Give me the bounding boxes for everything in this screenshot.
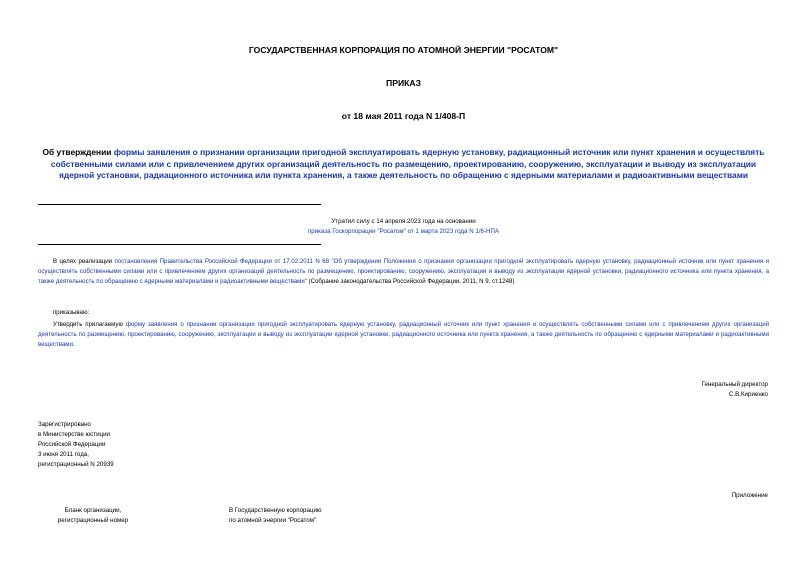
subject-heading [38,147,769,182]
registration-line: Зарегистрировано [38,421,91,428]
registration-line: регистрационный N 20939 [38,461,114,468]
divider-bottom [38,244,321,245]
approve-suffix: . [72,341,75,348]
signature-name: С.В.Кириенко [728,391,768,398]
addressee-label: В Государственную корпорацию по атомной энергии "Росатом" [229,507,322,524]
organization-blank-label: Бланк организации, регистрационный номер [57,507,129,524]
signature-title: Генеральный директор [701,381,768,388]
doc-type: ПРИКАЗ [386,78,421,88]
preamble-suffix: (Собрание законодательства Российской Федерации, 2011, N 9, ст.1248) [306,278,515,285]
divider-top [38,204,321,205]
approve-paragraph [38,320,769,350]
order-word: приказываю: [53,309,90,316]
org-title: ГОСУДАРСТВЕННАЯ КОРПОРАЦИЯ ПО АТОМНОЙ ЭНЕРГИИ "РОСАТОМ" [248,45,559,55]
application-form-link[interactable]: форму заявления о признании организации пригодной эксплуатировать ядерную установку, радиационный источник или пункт хранения и осуществлять собственными силами или с привлечением других организаций деятельность по размещению, проектированию, сооружению, эксплуатации и выводу из эксплуатации ядерной установки, радиационного источника или пункта хранения, а также деятельность по обращению с ядерными материалами и радиоактивными веществами [38,321,769,348]
subject-form-link[interactable]: формы заявления о признании организации пригодной эксплуатировать ядерную установку, радиационный источник или пункт хранения и осуществлять собственными силами или с привлечением других организаций деятельность по размещению, проектированию, сооружению, эксплуатации и выводу из эксплуатации ядерной установки, радиационного источника или пункта хранения, а также деятельность по обращению с ядерными материалами и радиоактивными веществами [50,147,765,180]
government-decree-link[interactable]: постановления Правительства Российской Федерации от 17.02.2011 N 88 "Об утверждении Положения о признании организации пригодной эксплуатировать ядерную установку, радиационный источник или пункт хранения и осуществлять собственными силами или с привлечением других организаций деятельность по размещению, проектированию, сооружению, эксплуатации и выводу из эксплуатации ядерной установки, радиационного источника или пункта хранения, а также деятельность по обращению с ядерными материалами и радиоактивными веществами" [38,258,769,285]
registration-line: 3 июня 2011 года, [38,451,89,458]
registration-line: в Министерстве юстиции [38,431,111,438]
preamble-paragraph [38,257,769,287]
registration-block [38,420,238,470]
appendix-label: Приложение [731,492,768,499]
repealed-text: Утратил силу с 14 апреля 2023 года на основании [331,218,476,225]
approve-prefix: Утвердить прилагаемую [53,321,126,328]
preamble-prefix: В целях реализации [53,258,115,265]
registration-line: Российской Федерации [38,441,106,448]
repealed-order-link[interactable]: приказа Госкорпорации "Росатом" от 1 марта 2023 года N 1/6-НПА [307,228,500,235]
doc-date-number: от 18 мая 2011 года N 1/408-П [341,111,466,121]
signature-block [560,380,768,400]
subject-prefix: Об утверждении [42,147,114,157]
repealed-note [0,217,807,237]
